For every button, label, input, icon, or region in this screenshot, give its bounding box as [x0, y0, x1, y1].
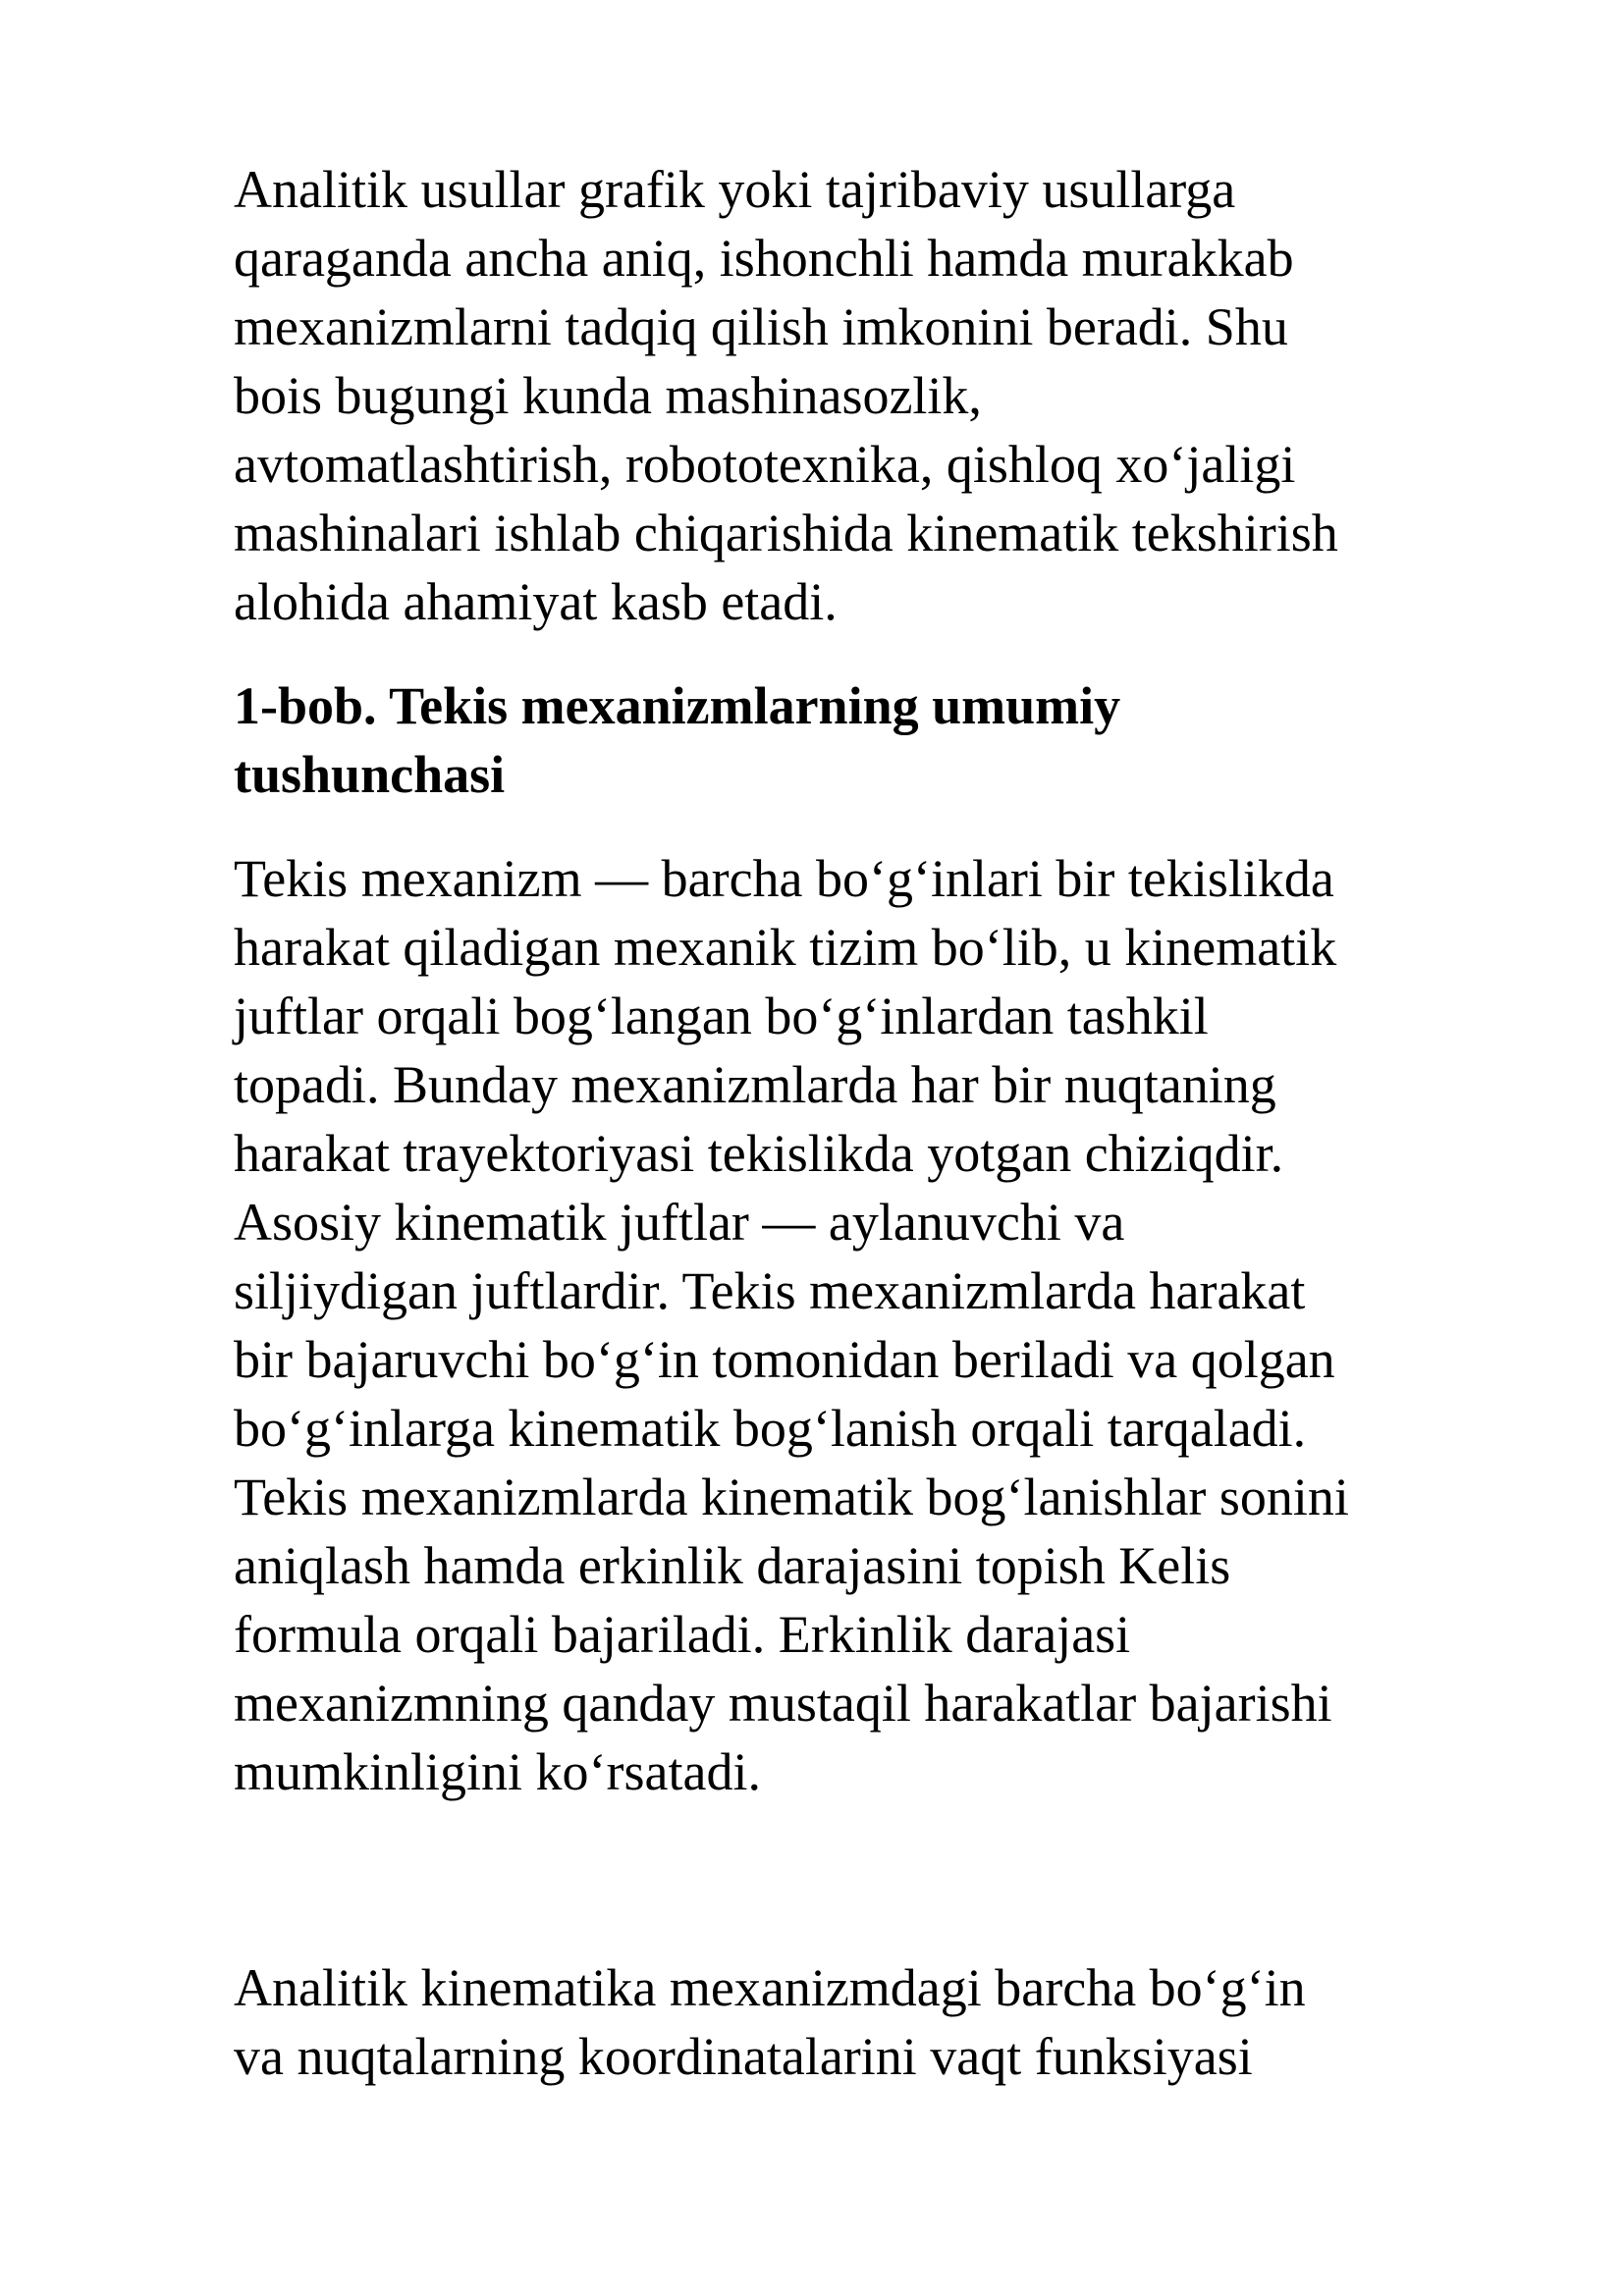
- text-line: mashinalari ishlab chiqarishida kinematik tekshirish: [234, 504, 1338, 562]
- text-line: harakat trayektoriyasi tekislikda yotgan chiziqdir.: [234, 1124, 1284, 1183]
- text-line: harakat qiladigan mexanik tizim bo‘lib, u kinematik: [234, 918, 1337, 977]
- text-line: bois bugungi kunda mashinasozlik,: [234, 366, 982, 425]
- text-line: mexanizmlarni tadqiq qilish imkonini beradi. Shu: [234, 297, 1288, 356]
- text-line: siljiydigan juftlardir. Tekis mexanizmlarda harakat: [234, 1261, 1306, 1320]
- text-line: Asosiy kinematik juftlar — aylanuvchi va: [234, 1193, 1125, 1252]
- text-line: formula orqali bajariladi. Erkinlik darajasi: [234, 1605, 1131, 1664]
- text-line: Tekis mexanizmlarda kinematik bog‘lanishlar sonini: [234, 1468, 1349, 1526]
- text-line: va nuqtalarning koordinatalarini vaqt funksiyasi: [234, 2027, 1253, 2086]
- paragraph-continuation: [234, 1953, 1530, 2091]
- text-line: mumkinligini ko‘rsatadi.: [234, 1742, 761, 1801]
- document-body: [234, 155, 1530, 2091]
- text-line: Tekis mexanizm — barcha bo‘g‘inlari bir tekislikda: [234, 849, 1334, 908]
- text-line: alohida ahamiyat kasb etadi.: [234, 572, 838, 631]
- text-line: topadi. Bunday mexanizmlarda har bir nuqtaning: [234, 1055, 1276, 1114]
- heading-line: 1-bob. Tekis mexanizmlarning umumiy: [234, 676, 1121, 735]
- text-line: Analitik kinematika mexanizmdagi barcha bo‘g‘in: [234, 1958, 1306, 2017]
- paragraph-intro: [234, 155, 1530, 636]
- text-line: bir bajaruvchi bo‘g‘in tomonidan beriladi va qolgan: [234, 1330, 1335, 1389]
- text-line: qaraganda ancha aniq, ishonchli hamda murakkab: [234, 229, 1294, 288]
- text-line: juftlar orqali bog‘langan bo‘g‘inlardan tashkil: [234, 987, 1209, 1045]
- text-line: aniqlash hamda erkinlik darajasini topish Kelis: [234, 1536, 1231, 1595]
- text-line: bo‘g‘inlarga kinematik bog‘lanish orqali tarqaladi.: [234, 1399, 1307, 1458]
- text-line: Analitik usullar grafik yoki tajribaviy usullarga: [234, 160, 1236, 219]
- text-line: avtomatlashtirish, robototexnika, qishloq xo‘jaligi: [234, 435, 1296, 494]
- heading-line: tushunchasi: [234, 745, 506, 804]
- chapter-heading: [234, 671, 1530, 809]
- text-line: mexanizmning qanday mustaqil harakatlar bajarishi: [234, 1674, 1332, 1733]
- paragraph-body: [234, 844, 1530, 1806]
